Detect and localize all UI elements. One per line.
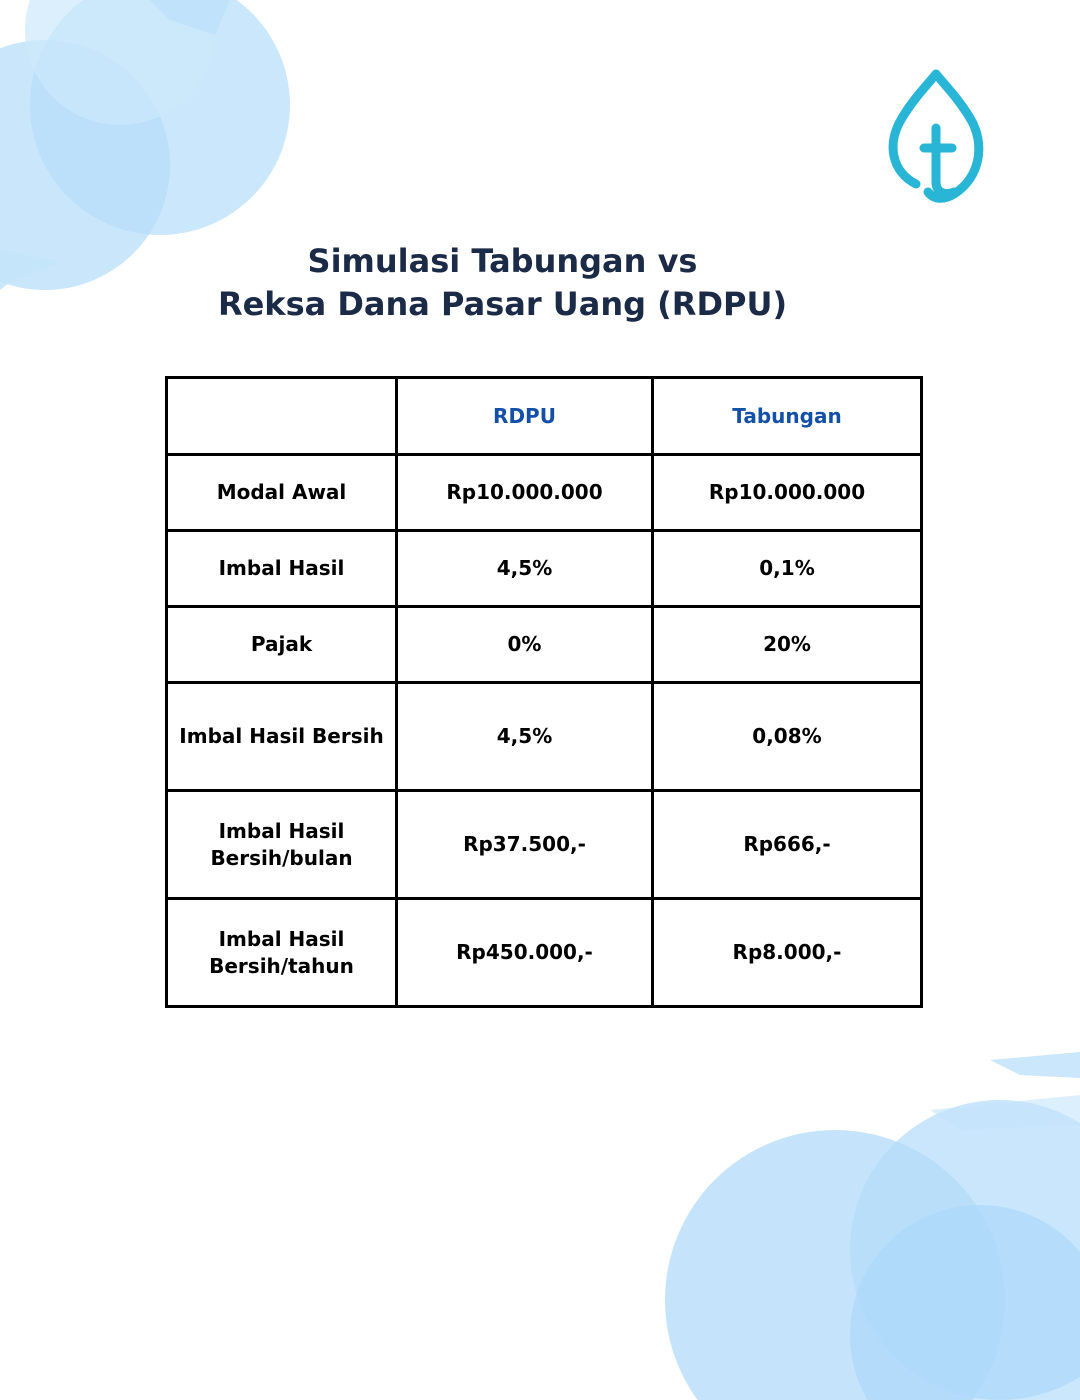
teardrop-t-logo-icon <box>880 66 992 208</box>
header-tabungan: Tabungan <box>653 378 922 455</box>
row-label: Pajak <box>167 607 397 683</box>
title-line-2: Reksa Dana Pasar Uang (RDPU) <box>217 285 788 323</box>
tabungan-value: Rp8.000,- <box>653 899 922 1007</box>
table-row <box>167 899 922 1007</box>
tabungan-value: Rp666,- <box>653 791 922 899</box>
row-label: Imbal Hasil Bersih/bulan <box>210 818 353 870</box>
row-label-cell <box>167 791 397 899</box>
tabungan-value: Rp10.000.000 <box>653 455 922 531</box>
tabungan-value: 20% <box>653 607 922 683</box>
table-row <box>167 607 922 683</box>
rdpu-value: 0% <box>397 607 653 683</box>
rdpu-value: 4,5% <box>397 531 653 607</box>
comparison-table <box>165 376 923 1008</box>
row-label: Modal Awal <box>167 455 397 531</box>
table-row <box>167 531 922 607</box>
table-row <box>167 455 922 531</box>
table-header-row <box>167 378 922 455</box>
rdpu-value: Rp10.000.000 <box>397 455 653 531</box>
tabungan-value: 0,1% <box>653 531 922 607</box>
row-label: Imbal Hasil Bersih/tahun <box>209 926 354 978</box>
row-label-cell <box>167 899 397 1007</box>
rdpu-value: 4,5% <box>397 683 653 791</box>
header-rdpu: RDPU <box>397 378 653 455</box>
row-label: Imbal Hasil <box>167 531 397 607</box>
header-empty-cell <box>167 378 397 455</box>
rdpu-value: Rp450.000,- <box>397 899 653 1007</box>
table-row <box>167 683 922 791</box>
row-label: Imbal Hasil Bersih <box>167 683 397 791</box>
rdpu-value: Rp37.500,- <box>397 791 653 899</box>
title-line-1: Simulasi Tabungan vs <box>307 242 698 280</box>
page-title <box>0 240 1005 326</box>
table-row <box>167 791 922 899</box>
tabungan-value: 0,08% <box>653 683 922 791</box>
